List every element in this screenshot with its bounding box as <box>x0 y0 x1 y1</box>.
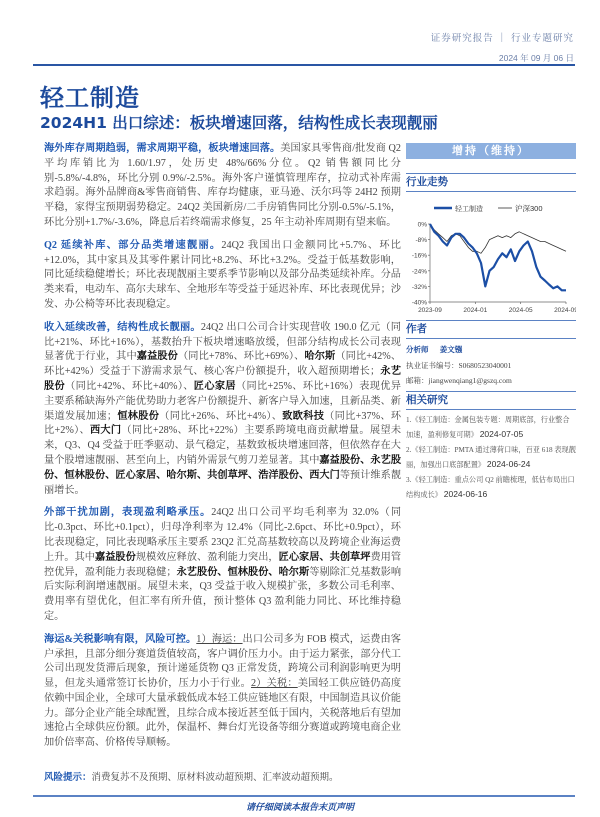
report-category: 证券研究报告 ｜ 行业专题研究 <box>430 34 574 44</box>
company-name: 永艺股份、恒林股份、哈尔斯 <box>176 566 310 578</box>
company-name: 西大门 <box>89 425 122 437</box>
footer-divider <box>33 795 575 797</box>
report-title: 2024H1 出口综述：板块增速回落，结构性成长表现靓丽 <box>40 114 438 132</box>
paragraph-text: 1）海运： <box>196 633 243 645</box>
paragraph-text: （同比+78%、环比+69%）、 <box>178 351 305 363</box>
paragraph-lead: 海外库存周期趋弱，需求周期平稳，板块增速回落。 <box>44 143 281 154</box>
related-title: 2.《轻工制造：PMTA 通过薄荷口味，百亚 618 表现靓丽，加强出口底部配置》 <box>406 445 576 469</box>
paragraph-text: 2）关税： <box>251 678 298 690</box>
paragraph-text: 24Q2 出口公司合计实现营收 190.0 亿元（同比+21%、环比+16%），基数抬升下板块增速略放缓，但部分结构成长公司表现显著优于行业，其中 <box>44 321 401 363</box>
analyst-email[interactable]: 邮箱：jiangwenqiang1@gszq.com <box>406 376 512 385</box>
body-paragraph <box>44 506 401 624</box>
paragraph-text: 等剔除汇兑基数影响后实际利润增速靓丽。展望未来，Q3 受益于收入规模扩张，多数公司毛利率、费用率有望优化，但汇率有所升值，预计整体 Q3 盈利能力同比、环比维持稳定。 <box>44 566 402 622</box>
company-name: 致欧科技 <box>282 410 325 422</box>
x-tick-label: 2024-05 <box>508 307 533 314</box>
company-name: 永艺股份 <box>44 366 402 392</box>
series-line-light-industry <box>430 224 566 290</box>
sidebar <box>406 143 576 503</box>
company-name: 匠心家居 <box>193 380 236 392</box>
related-list <box>406 413 576 503</box>
y-tick-label: -40% <box>411 299 427 307</box>
cert-number: 执业证书编号：S0680523040001 <box>406 360 512 370</box>
paragraph-text: 等预计维系靓丽增长。 <box>44 469 402 496</box>
paragraph-lead: 外部干扰加剧，表现盈利略承压。 <box>44 507 212 519</box>
author-heading: 作者 <box>406 320 576 339</box>
paragraph-text: （同比+25%、环比+16%）表现优异主要系稀缺海外产能优势助力老客户份额提升、新客户导入加速，且新品类、新渠道发展加速； <box>44 380 402 422</box>
body-paragraph <box>44 239 401 313</box>
company-name: 恒林股份 <box>117 410 160 422</box>
paragraph-text: 24Q2 出口公司平均毛利率为 32.0%（同比-0.3pct、环比+0.1pct），归母净利率为 12.4%（同比-2.6pct、环比+0.9pct），环比表现稳定，同比表现略承压主要系 23Q2 汇兑高基数较高以及跨境企业海运费上升。其中 <box>44 507 402 563</box>
analyst-name: 姜文镪 <box>439 345 463 354</box>
related-title: 1.《轻工制造：金属包装专题：周期底部，行业整合加速，盈利修复可期》 <box>406 415 570 439</box>
spacer <box>0 783 600 795</box>
related-item[interactable] <box>406 473 576 503</box>
author-info <box>406 342 576 389</box>
company-name: 嘉益股份 <box>136 351 178 363</box>
report-header <box>431 30 574 64</box>
main-body <box>44 142 401 759</box>
y-tick-label: 0% <box>417 221 427 229</box>
risk-warning <box>44 769 600 783</box>
paragraph-text: 出口公司多为 FOB 模式，运费由客户承担，且部分细分赛道货值较高，客户调价压力小。由于运力紧张，部分代工公司出现发货滞后现象，预计递延货物 Q3 正常发货，跨境公司利润影响更为明显，但龙头通常签订长协价，压力小于行业。 <box>44 633 401 690</box>
analyst-label: 分析师 <box>406 345 429 354</box>
paragraph-text: （同比+28%、环比+22%）主要系跨境电商贡献增量。展望未来，Q3、Q4 受益于旺季驱动、景气稳定，基数致板块增速回落，但依然存在大量个股增速靓丽、甚至向上，内销外需景气剪刀差显著。其中 <box>44 425 402 466</box>
trend-chart <box>406 192 576 318</box>
x-tick-label: 2023-09 <box>418 307 442 314</box>
risk-text: 消费复苏不及预期、原材料波动超预期、汇率波动超预期。 <box>91 773 339 784</box>
legend-label: 轻工制造 <box>455 205 483 213</box>
body-paragraph <box>44 633 401 751</box>
related-date: 2024-06-24 <box>486 459 531 469</box>
company-name: 嘉益股份、永艺股份、恒林股份、匠心家居、哈尔斯、共创草坪、浩洋股份、西大门 <box>44 454 402 481</box>
x-tick-label: 2024-09 <box>554 307 576 314</box>
related-title: 3.《轻工制造：重点公司 Q2 前瞻梳理，低估布局出口结构成长》 <box>406 475 575 499</box>
report-date: 2024 年 09 月 06 日 <box>498 53 574 63</box>
related-item[interactable] <box>406 443 576 473</box>
paragraph-text: 费用管控优异，盈利能力表现稳健； <box>44 551 402 578</box>
x-tick-label: 2024-01 <box>463 307 488 314</box>
paragraph-text: 规模效应释放、盈利能力突出， <box>135 551 279 563</box>
footer-disclaimer: 请仔细阅读本报告末页声明 <box>245 801 354 812</box>
y-tick-label: -24% <box>411 268 427 276</box>
trend-heading: 行业走势 <box>406 173 576 192</box>
related-date: 2024-07-05 <box>479 429 524 439</box>
trend-chart-svg <box>406 192 576 318</box>
company-name: 匠心家居、共创草坪 <box>278 551 371 563</box>
related-heading: 相关研究 <box>406 391 576 410</box>
paragraph-lead: 海运&关税影响有限，风险可控。 <box>44 633 197 645</box>
paragraph-lead: Q2 延续补库、部分品类增速靓丽。 <box>44 239 222 251</box>
paragraph-text: （同比+37%、环比+2%）、 <box>44 410 402 437</box>
header-divider <box>33 64 575 66</box>
related-item[interactable] <box>406 413 576 443</box>
body-paragraph <box>44 142 401 231</box>
paragraph-text: （同比+42%、环比+42%）受益于下游需求景气、核心客户份额提升，收入超预期增长； <box>44 351 402 378</box>
rating-badge: 增持（维持） <box>406 143 576 159</box>
y-tick-label: -16% <box>411 252 427 260</box>
paragraph-lead: 收入延续改善，结构性成长靓丽。 <box>44 321 201 333</box>
body-paragraph <box>44 321 401 499</box>
related-date: 2024-06-16 <box>443 489 488 499</box>
company-name: 嘉益股份 <box>95 551 136 563</box>
company-name: 哈尔斯 <box>304 351 336 363</box>
legend-label: 沪深300 <box>515 204 543 213</box>
paragraph-text: 24Q2 我国出口金额同比+5.7%、环比+12.0%，其中家具及其零件累计同比+8.2%、环比+3.2%。受益于低基数影响，同比延续稳健增长；环比表现靓丽主要系季节影响以及部分品类延续补库。分品类来看，电动车、高尔夫球车、全地形车等受益于延迟补库、环比表现优异；沙发、办公椅等环比表现稳定。 <box>44 239 401 310</box>
sector-title: 轻工制造 <box>40 84 140 112</box>
y-tick-label: -8% <box>415 237 427 245</box>
paragraph-text: （同比+26%、环比+4%）、 <box>159 410 283 422</box>
y-tick-label: -32% <box>411 283 427 291</box>
risk-label: 风险提示： <box>44 773 92 784</box>
paragraph-text: 美国家具零售商/批发商 Q2 平均库销比为 1.60/1.97，处历史 48%/66%分位。Q2 销售额同比分别-5.8%/-4.8%，环比分别 0.9%/-2.5%。海外客户谨慎管理库存，拉动式补库需求趋弱。海外品牌商&零售商销售、库存均健康，亚马逊、沃尔玛等 24H2 预期平稳，家得宝预期弱势稳定。24Q2 美国新房/二手房销售同比分别-0.5%/-5.1%，环比分别+1.7%/-3.6%，降息后若终端需求修复，25 年主动补库周期有望来临。 <box>44 143 402 228</box>
paragraph-text: 美国轻工供应链仍高度依赖中国企业，全球可大量承载低成本轻工供应链地区有限，中国制造具议价能力。部分企业产能全球配置，且综合成本接近甚至低于国内，关税落地后有望加速抢占全球供应份额。此外，保温杯、舞台灯光设备等细分赛道或跨境电商企业加价倍率高、价格传导顺畅。 <box>44 678 402 749</box>
paragraph-text: （同比+42%、环比+40%）、 <box>65 380 194 392</box>
